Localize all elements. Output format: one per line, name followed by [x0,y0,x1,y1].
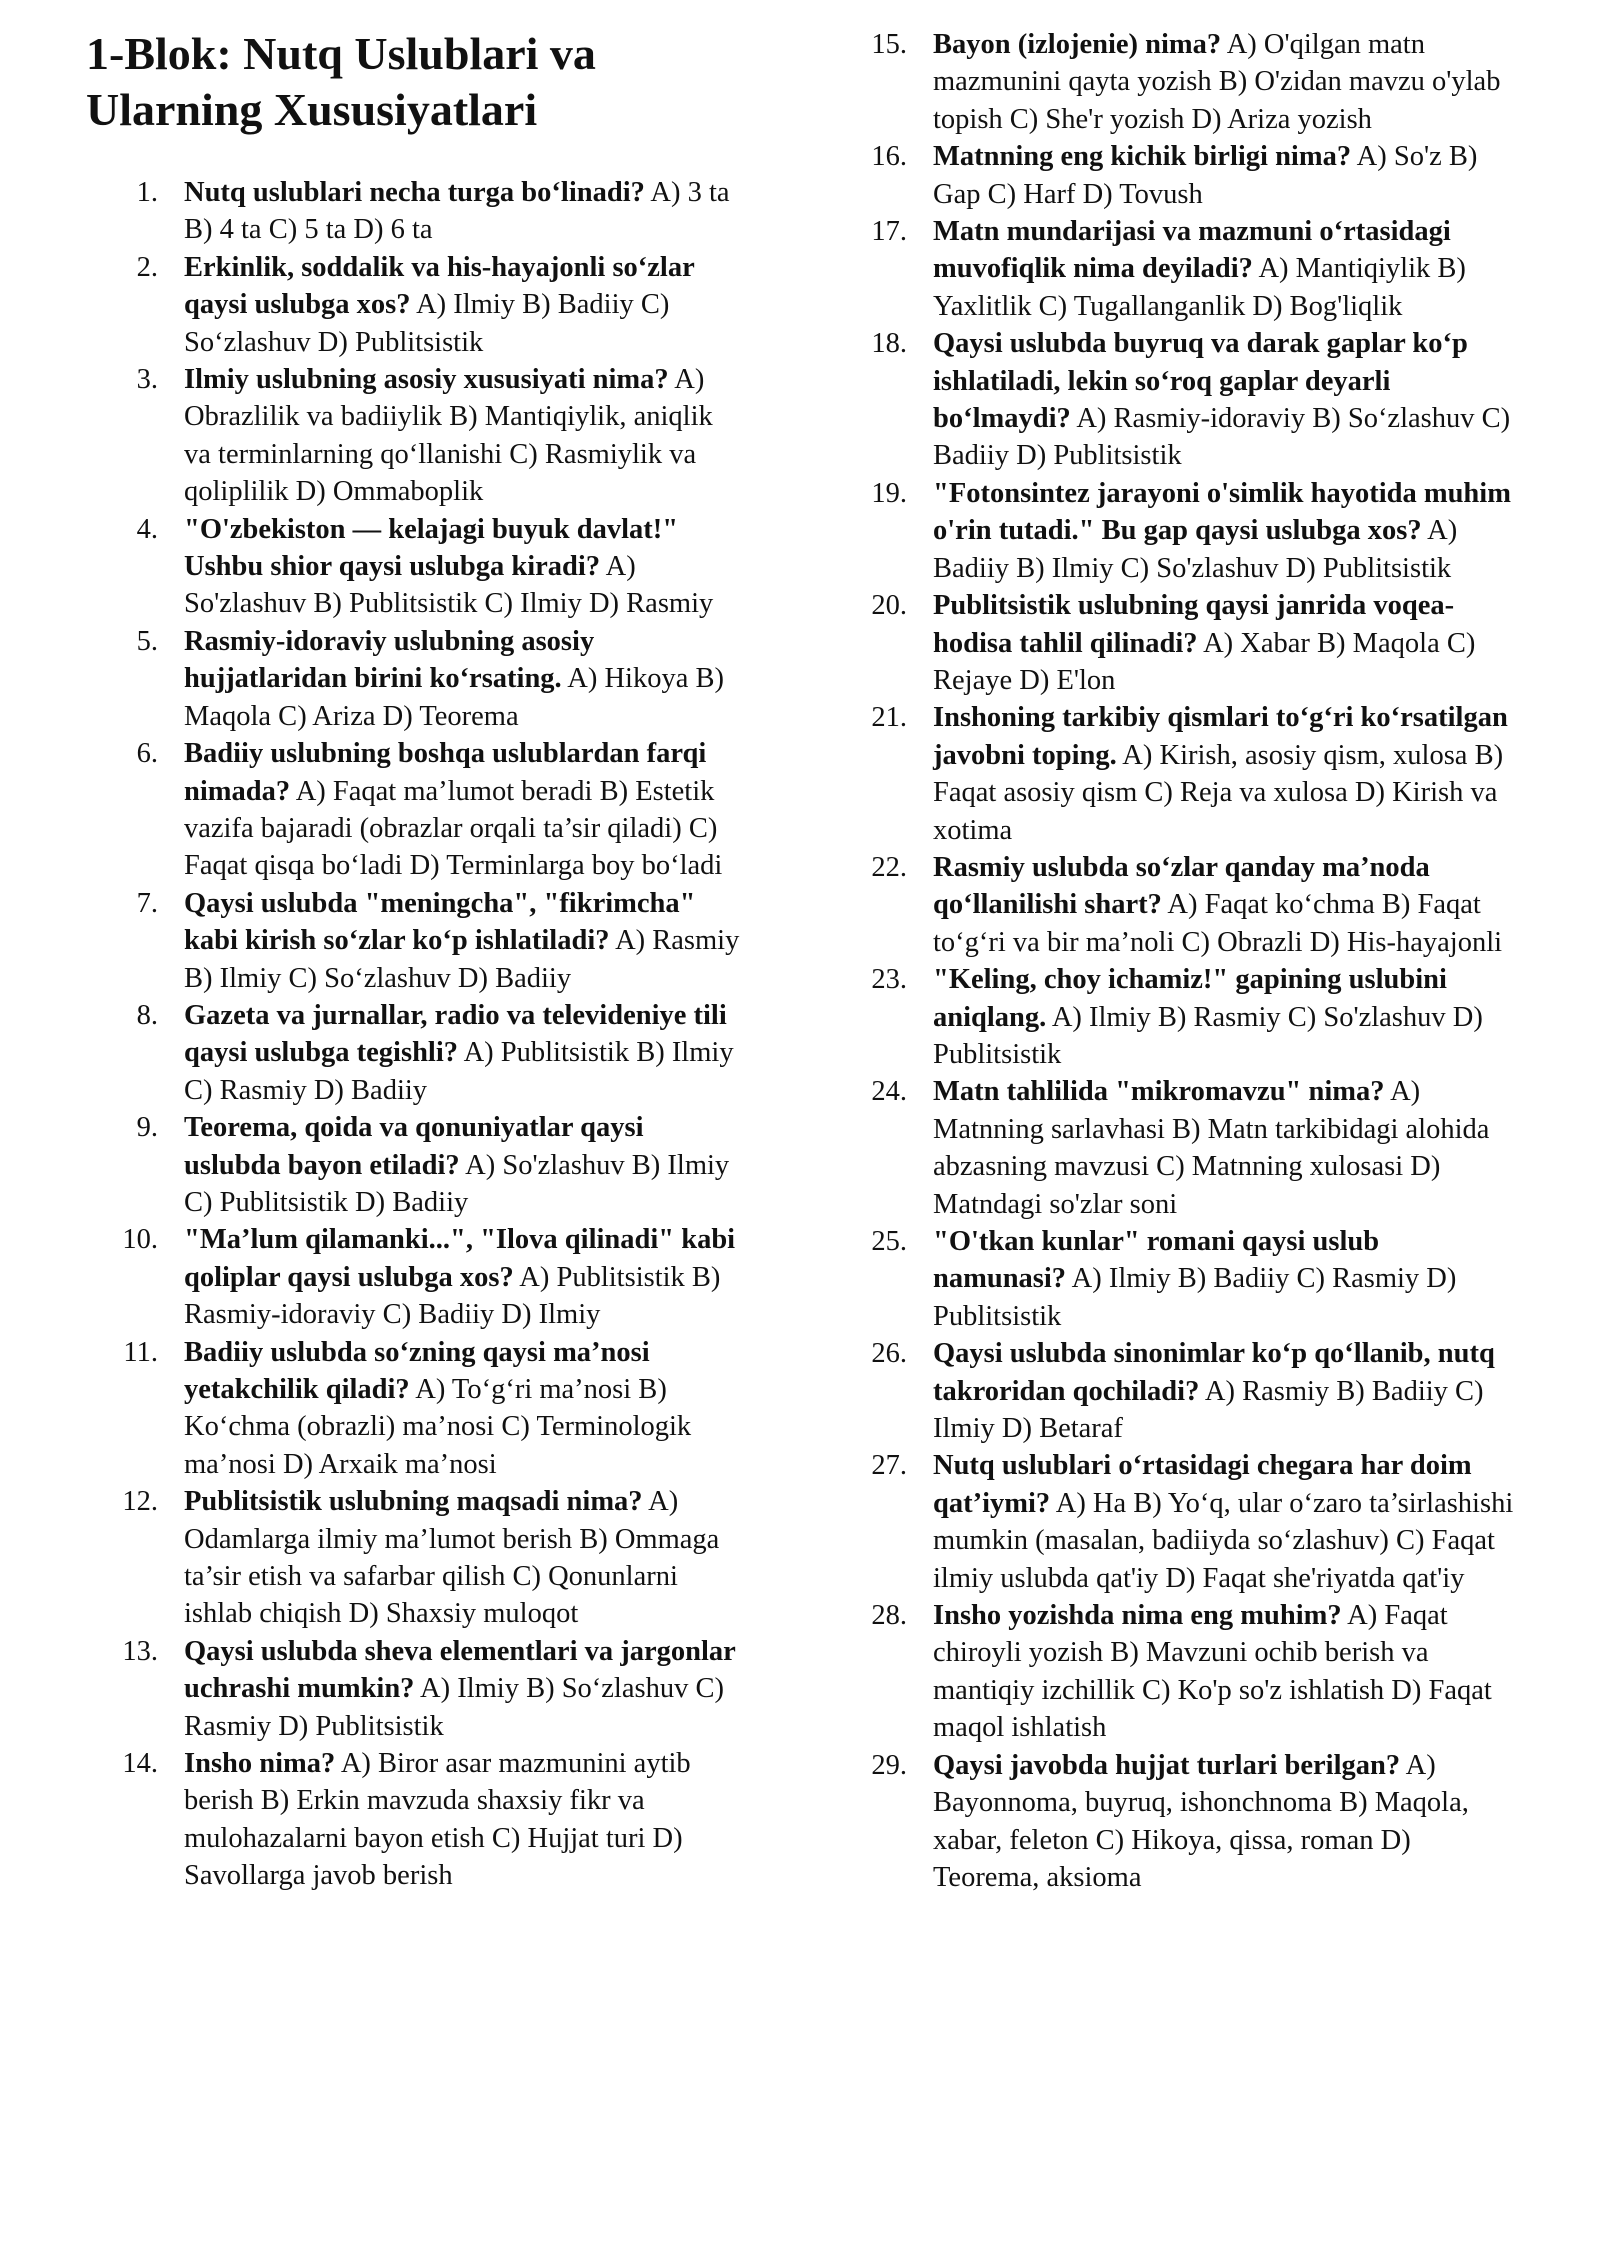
question-options: A) So'z B) Gap C) Harf D) Tovush [933,141,1478,210]
question-item [86,997,746,1109]
question-text: Teorema, qoida va qonuniyatlar qaysi uslubda bayon etiladi? [184,1112,644,1181]
question-text: Insho nima? [184,1748,336,1780]
question-item [86,1334,746,1484]
question-text: Qaysi uslubda sinonimlar ko‘p qo‘llanib, nutq takroridan qochiladi? [933,1338,1495,1407]
question-text: Matn tahlilida "mikromavzu" nima? [933,1076,1385,1108]
question-number: 22. [871,851,907,883]
question-item [855,26,1515,138]
question-item [86,623,746,735]
question-item [86,1109,746,1221]
question-list-right [855,26,1515,1896]
question-number: 19. [871,477,907,509]
question-text: Rasmiy uslubda so‘zlar qanday ma’noda qo‘llanilishi shart? [933,851,1430,921]
question-options: A) Mantiqiylik B) Yaxlitlik C) Tugallanganlik D) Bog'liqlik [933,253,1466,322]
question-options: A) Faqat ma’lumot beradi B) Estetik vazifa bajaradi (obrazlar orqali ta’sir qiladi) C) Faqat qisqa bo‘ladi D) Terminlarga boy bo‘ladi [184,775,723,882]
question-number: 2. [136,251,158,283]
question-text: Inshoning tarkibiy qismlari to‘g‘ri ko‘rsatilgan javobni toping. [933,702,1508,771]
question-text: "Fotonsintez jarayoni o'simlik hayotida muhim o'rin tutadi." Bu gap qaysi uslubga xos? [933,477,1511,547]
question-options: A) Odamlarga ilmiy ma’lumot berish B) Ommaga ta’sir etish va safarbar qilish C) Qonunlarni ishlab chiqish D) Shaxsiy muloqot [184,1486,720,1630]
question-item [86,1483,746,1633]
question-number: 29. [871,1749,907,1781]
question-options: A) Ilmiy B) So‘zlashuv C) Rasmiy D) Publitsistik [184,1673,724,1742]
question-number: 14. [122,1748,158,1780]
question-options: A) Badiiy B) Ilmiy C) So'zlashuv D) Publitsistik [933,515,1458,584]
question-number: 11. [123,1336,158,1368]
question-options: A) Rasmiy-idoraviy B) So‘zlashuv C) Badiiy D) Publitsistik [933,403,1511,472]
question-item [855,1073,1515,1223]
question-text: Qaysi javobda hujjat turlari berilgan? [933,1749,1401,1781]
question-number: 28. [871,1600,907,1632]
right-column [855,26,1515,1896]
question-number: 17. [871,216,907,248]
question-text: Erkinlik, soddalik va his-hayajonli so‘zlar qaysi uslubga xos? [184,251,695,321]
question-options: A) Xabar B) Maqola C) Rejaye D) E'lon [933,627,1476,696]
question-options: A) Rasmiy B) Badiiy C) Ilmiy D) Betaraf [933,1375,1484,1445]
question-number: 25. [871,1226,907,1257]
question-item [86,735,746,885]
left-column [86,26,746,1895]
question-text: Publitsistik uslubning maqsadi nima? [184,1486,643,1518]
question-item [855,138,1515,213]
question-text: Insho yozishda nima eng muhim? [933,1600,1342,1632]
question-number: 7. [136,887,158,919]
question-options: A) Rasmiy B) Ilmiy C) So‘zlashuv D) Badiiy [184,925,740,994]
question-item [855,1335,1515,1447]
question-options: A) Kirish, asosiy qism, xulosa B) Faqat asosiy qism C) Reja va xulosa D) Kirish va xotima [933,739,1504,846]
question-text: Rasmiy-idoraviy uslubning asosiy hujjatlaridan birini ko‘rsating. [184,625,595,695]
question-text: Ilmiy uslubning asosiy xususiyati nima? [184,364,669,396]
question-number: 13. [122,1635,158,1667]
question-item [86,174,746,249]
question-number: 8. [136,999,158,1031]
question-number: 24. [871,1076,907,1108]
question-text: Matn mundarijasi va mazmuni o‘rtasidagi muvofiqlik nima deyiladi? [933,216,1451,285]
question-options: A) So'zlashuv B) Publitsistik C) Ilmiy D) Rasmiy [184,551,714,620]
question-number: 12. [122,1486,158,1518]
question-item [855,1447,1515,1597]
question-options: A) To‘g‘ri ma’nosi B) Ko‘chma (obrazli) ma’nosi C) Terminologik ma’nosi D) Arxaik ma’nosi [184,1374,692,1480]
question-options: A) Ilmiy B) Badiiy C) Rasmiy D) Publitsistik [933,1263,1457,1332]
question-number: 20. [871,590,907,622]
question-item [855,325,1515,475]
question-number: 6. [136,738,158,770]
question-options: A) Ilmiy B) Rasmiy C) So'zlashuv D) Publitsistik [933,1001,1483,1070]
question-list-left [86,174,746,1895]
question-item [855,475,1515,587]
question-item [86,1633,746,1745]
question-number: 23. [871,964,907,996]
question-options: A) Publitsistik B) Ilmiy C) Rasmiy D) Badiiy [184,1037,734,1106]
question-item [86,249,746,361]
question-number: 5. [136,625,158,657]
question-text: "O'zbekiston — kelajagi buyuk davlat!" Ushbu shior qaysi uslubga kiradi? [184,513,679,583]
question-number: 27. [871,1450,907,1482]
question-text: Nutq uslublari necha turga bo‘linadi? [184,177,645,208]
question-options: A) So'zlashuv B) Ilmiy C) Publitsistik D) Badiiy [184,1149,730,1218]
question-text: "O'tkan kunlar" romani qaysi uslub namunasi? [933,1226,1380,1295]
question-text: "Keling, choy ichamiz!" gapining uslubini aniqlang. [933,964,1447,1033]
question-text: Qaysi uslubda buyruq va darak gaplar ko‘p ishlatiladi, lekin so‘roq gaplar deyarli bo‘lmaydi? [933,328,1468,435]
question-number: 3. [136,364,158,396]
question-number: 16. [871,141,907,173]
question-options: A) Bayonnoma, buyruq, ishonchnoma B) Maqola, xabar, feleton C) Hikoya, qissa, roman D) Teorema, aksioma [933,1749,1469,1893]
question-text: Bayon (izlojenie) nima? [933,29,1222,60]
question-text: Qaysi uslubda "meningcha", "fikrimcha" kabi kirish so‘zlar ko‘p ishlatiladi? [184,887,696,957]
question-number: 1. [136,177,158,208]
question-text: Badiiy uslubning boshqa uslublardan farqi nimada? [184,738,707,807]
question-options: A) O'qilgan matn mazmunini qayta yozish B) O'zidan mavzu o'ylab topish C) She'r yozish D) Ariza yozish [933,29,1501,135]
question-options: A) Obrazlilik va badiiylik B) Mantiqiylik, aniqlik va terminlarning qo‘llanishi C) Rasmiylik va qoliplilik D) Ommaboplik [184,364,713,508]
question-text: Nutq uslublari o‘rtasidagi chegara har doim qat’iymi? [933,1450,1472,1519]
question-options: A) Hikoya B) Maqola C) Ariza D) Teorema [184,663,724,732]
question-item [855,699,1515,849]
question-item [855,961,1515,1073]
question-number: 9. [136,1112,158,1144]
question-number: 26. [871,1338,907,1370]
question-options: A) Faqat ko‘chma B) Faqat to‘g‘ri va bir ma’noli C) Obrazli D) His-hayajonli [933,889,1503,958]
question-item [855,587,1515,699]
question-item [855,213,1515,325]
question-options: A) Publitsistik B) Rasmiy-idoraviy C) Badiiy D) Ilmiy [184,1261,721,1331]
question-item [86,885,746,997]
question-text: Qaysi uslubda sheva elementlari va jargonlar uchrashi mumkin? [184,1635,736,1705]
question-item [855,1597,1515,1747]
question-text: Publitsistik uslubning qaysi janrida voqea-hodisa tahlil qilinadi? [933,590,1455,659]
question-text: Badiiy uslubda so‘zning qaysi ma’nosi yetakchilik qiladi? [184,1336,650,1405]
question-text: "Ma’lum qilamanki...", "Ilova qilinadi" kabi qoliplar qaysi uslubga xos? [184,1224,736,1293]
question-item [86,1745,746,1895]
question-number: 4. [136,513,158,545]
question-item [855,1223,1515,1335]
question-text: Matnning eng kichik birligi nima? [933,141,1352,173]
question-options: A) Ilmiy B) Badiiy C) So‘zlashuv D) Publitsistik [184,289,670,358]
question-text: Gazeta va jurnallar, radio va televideniye tili qaysi uslubga tegishli? [184,999,727,1069]
question-item [855,849,1515,961]
page-title: 1-Blok: Nutq Uslublari va Ularning Xususiyatlari [86,28,596,135]
question-item [86,511,746,623]
question-options: A) Biror asar mazmunini aytib berish B) Erkin mavzuda shaxsiy fikr va mulohazalarni bayon etish C) Hujjat turi D) Savollarga javob berish [184,1748,691,1892]
question-item [86,1221,746,1333]
question-number: 18. [871,328,907,360]
question-number: 15. [871,29,907,60]
question-options: A) Matnning sarlavhasi B) Matn tarkibidagi alohida abzasning mavzusi C) Matnning xulosasi D) Matndagi so'zlar soni [933,1076,1490,1220]
question-options: A) 3 ta B) 4 ta C) 5 ta D) 6 ta [184,177,730,246]
question-item [86,361,746,511]
question-number: 21. [871,702,907,734]
question-options: A) Faqat chiroyli yozish B) Mavzuni ochib berish va mantiqiy izchillik C) Ko'p so'z ishlatish D) Faqat maqol ishlatish [933,1600,1492,1744]
question-item [855,1747,1515,1897]
question-options: A) Ha B) Yo‘q, ular o‘zaro ta’sirlashishi mumkin (masalan, badiiyda so‘zlashuv) C) Faqat ilmiy uslubda qat'iy D) Faqat she'riyatda qat'iy [933,1487,1514,1594]
question-number: 10. [122,1224,158,1256]
